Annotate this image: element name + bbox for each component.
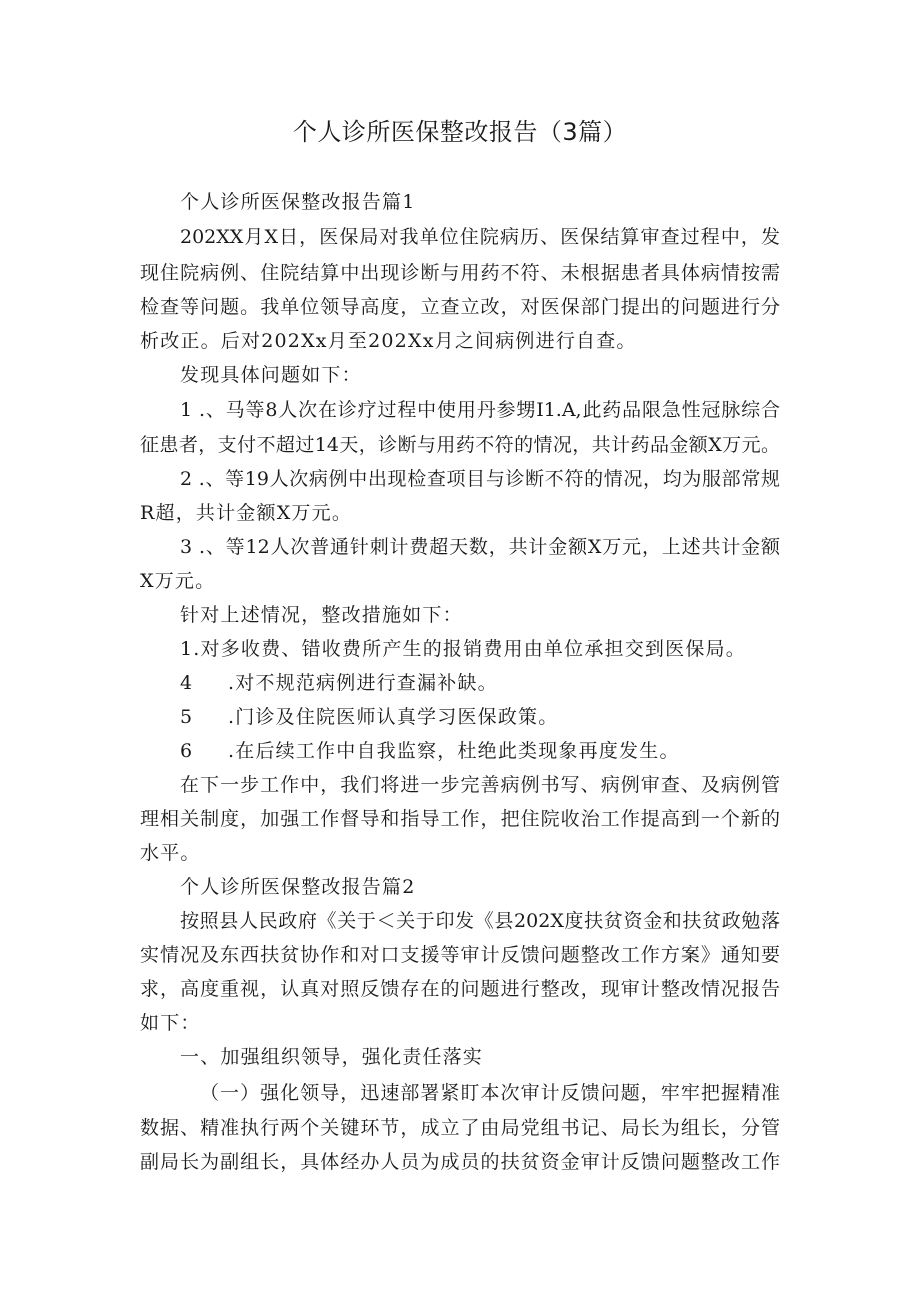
list-item: [180, 734, 680, 768]
section-heading-1: 个人诊所医保整改报告篇1: [180, 191, 416, 213]
paragraph-line: 实情况及东西扶贫协作和对口支援等审计反馈问题整改工作方案》通知要: [140, 944, 780, 966]
document-title: 个人诊所医保整改报告（3篇）: [292, 118, 628, 146]
list-item-continuation: R超，共计金额X万元。: [140, 502, 353, 524]
paragraph-line: 理相关制度，加强工作督导和指导工作，把住院收治工作提高到一个新的: [140, 808, 780, 830]
list-item-continuation: X万元。: [140, 570, 216, 592]
list-item: 3 .、等12人次普通针刺计费超天数，共计金额X万元，上述共计金额: [180, 536, 780, 558]
paragraph-line: 202XX月X日，医保局对我单位住院病历、医保结算审查过程中，发: [180, 226, 780, 248]
paragraph-line: 析改正。后对202Xx月至202Xx月之间病例进行自查。: [140, 330, 637, 352]
paragraph-line: 检查等问题。我单位领导高度，立查立改，对医保部门提出的问题进行分: [140, 296, 780, 318]
list-item: 1.对多收费、错收费所产生的报销费用由单位承担交到医保局。: [180, 638, 746, 660]
list-intro: 针对上述情况，整改措施如下：: [180, 604, 463, 626]
list-item-text: .门诊及住院医师认真学习医保政策。: [228, 706, 559, 728]
paragraph-line: 求，高度重视，认真对照反馈存在的问题进行整改，现审计整改情况报告: [140, 978, 780, 1000]
list-item-text: .在后续工作中自我监察，杜绝此类现象再度发生。: [228, 740, 680, 762]
paragraph-line: （一）强化领导，迅速部署紧盯本次审计反馈问题，牢牢把握精准: [200, 1082, 780, 1104]
paragraph-line: 副局长为副组长，具体经办人员为成员的扶贫资金审计反馈问题整改工作: [140, 1151, 780, 1173]
list-item: [180, 700, 558, 734]
list-item-number: 5: [180, 706, 194, 728]
paragraph-line: 在下一步工作中，我们将进一步完善病例书写、病例审查、及病例管: [180, 774, 780, 796]
subsection-heading: 一、加强组织领导，强化责任落实: [180, 1046, 484, 1068]
list-intro: 发现具体问题如下：: [180, 364, 362, 386]
paragraph-line: 按照县人民政府《关于＜关于印发《县202X度扶贫资金和扶贫政勉落: [180, 910, 780, 932]
list-item: [180, 666, 498, 700]
paragraph-line: 现住院病例、住院结算中出现诊断与用药不符、未根据患者具体病情按需: [140, 262, 780, 284]
list-item-number: 4: [180, 672, 194, 694]
list-item-continuation: 征患者，支付不超过14天，诊断与用药不符的情况，共计药品金额X万元。: [140, 434, 780, 456]
paragraph-line: 如下：: [140, 1012, 201, 1034]
list-item-number: 6: [180, 740, 194, 762]
section-heading-2: 个人诊所医保整改报告篇2: [180, 876, 416, 898]
paragraph-line: 水平。: [140, 842, 201, 864]
paragraph-line: 数据、精准执行两个关键环节，成立了由局党组书记、局长为组长，分管: [140, 1117, 780, 1139]
list-item-text: .对不规范病例进行查漏补缺。: [228, 672, 498, 694]
list-item: 1 .、马等8人次在诊疗过程中使用丹参甥I1.A,此药品限急性冠脉综合: [180, 399, 780, 421]
list-item: 2 .、等19人次病例中出现检查项目与诊断不符的情况，均为服部常规: [180, 468, 780, 490]
